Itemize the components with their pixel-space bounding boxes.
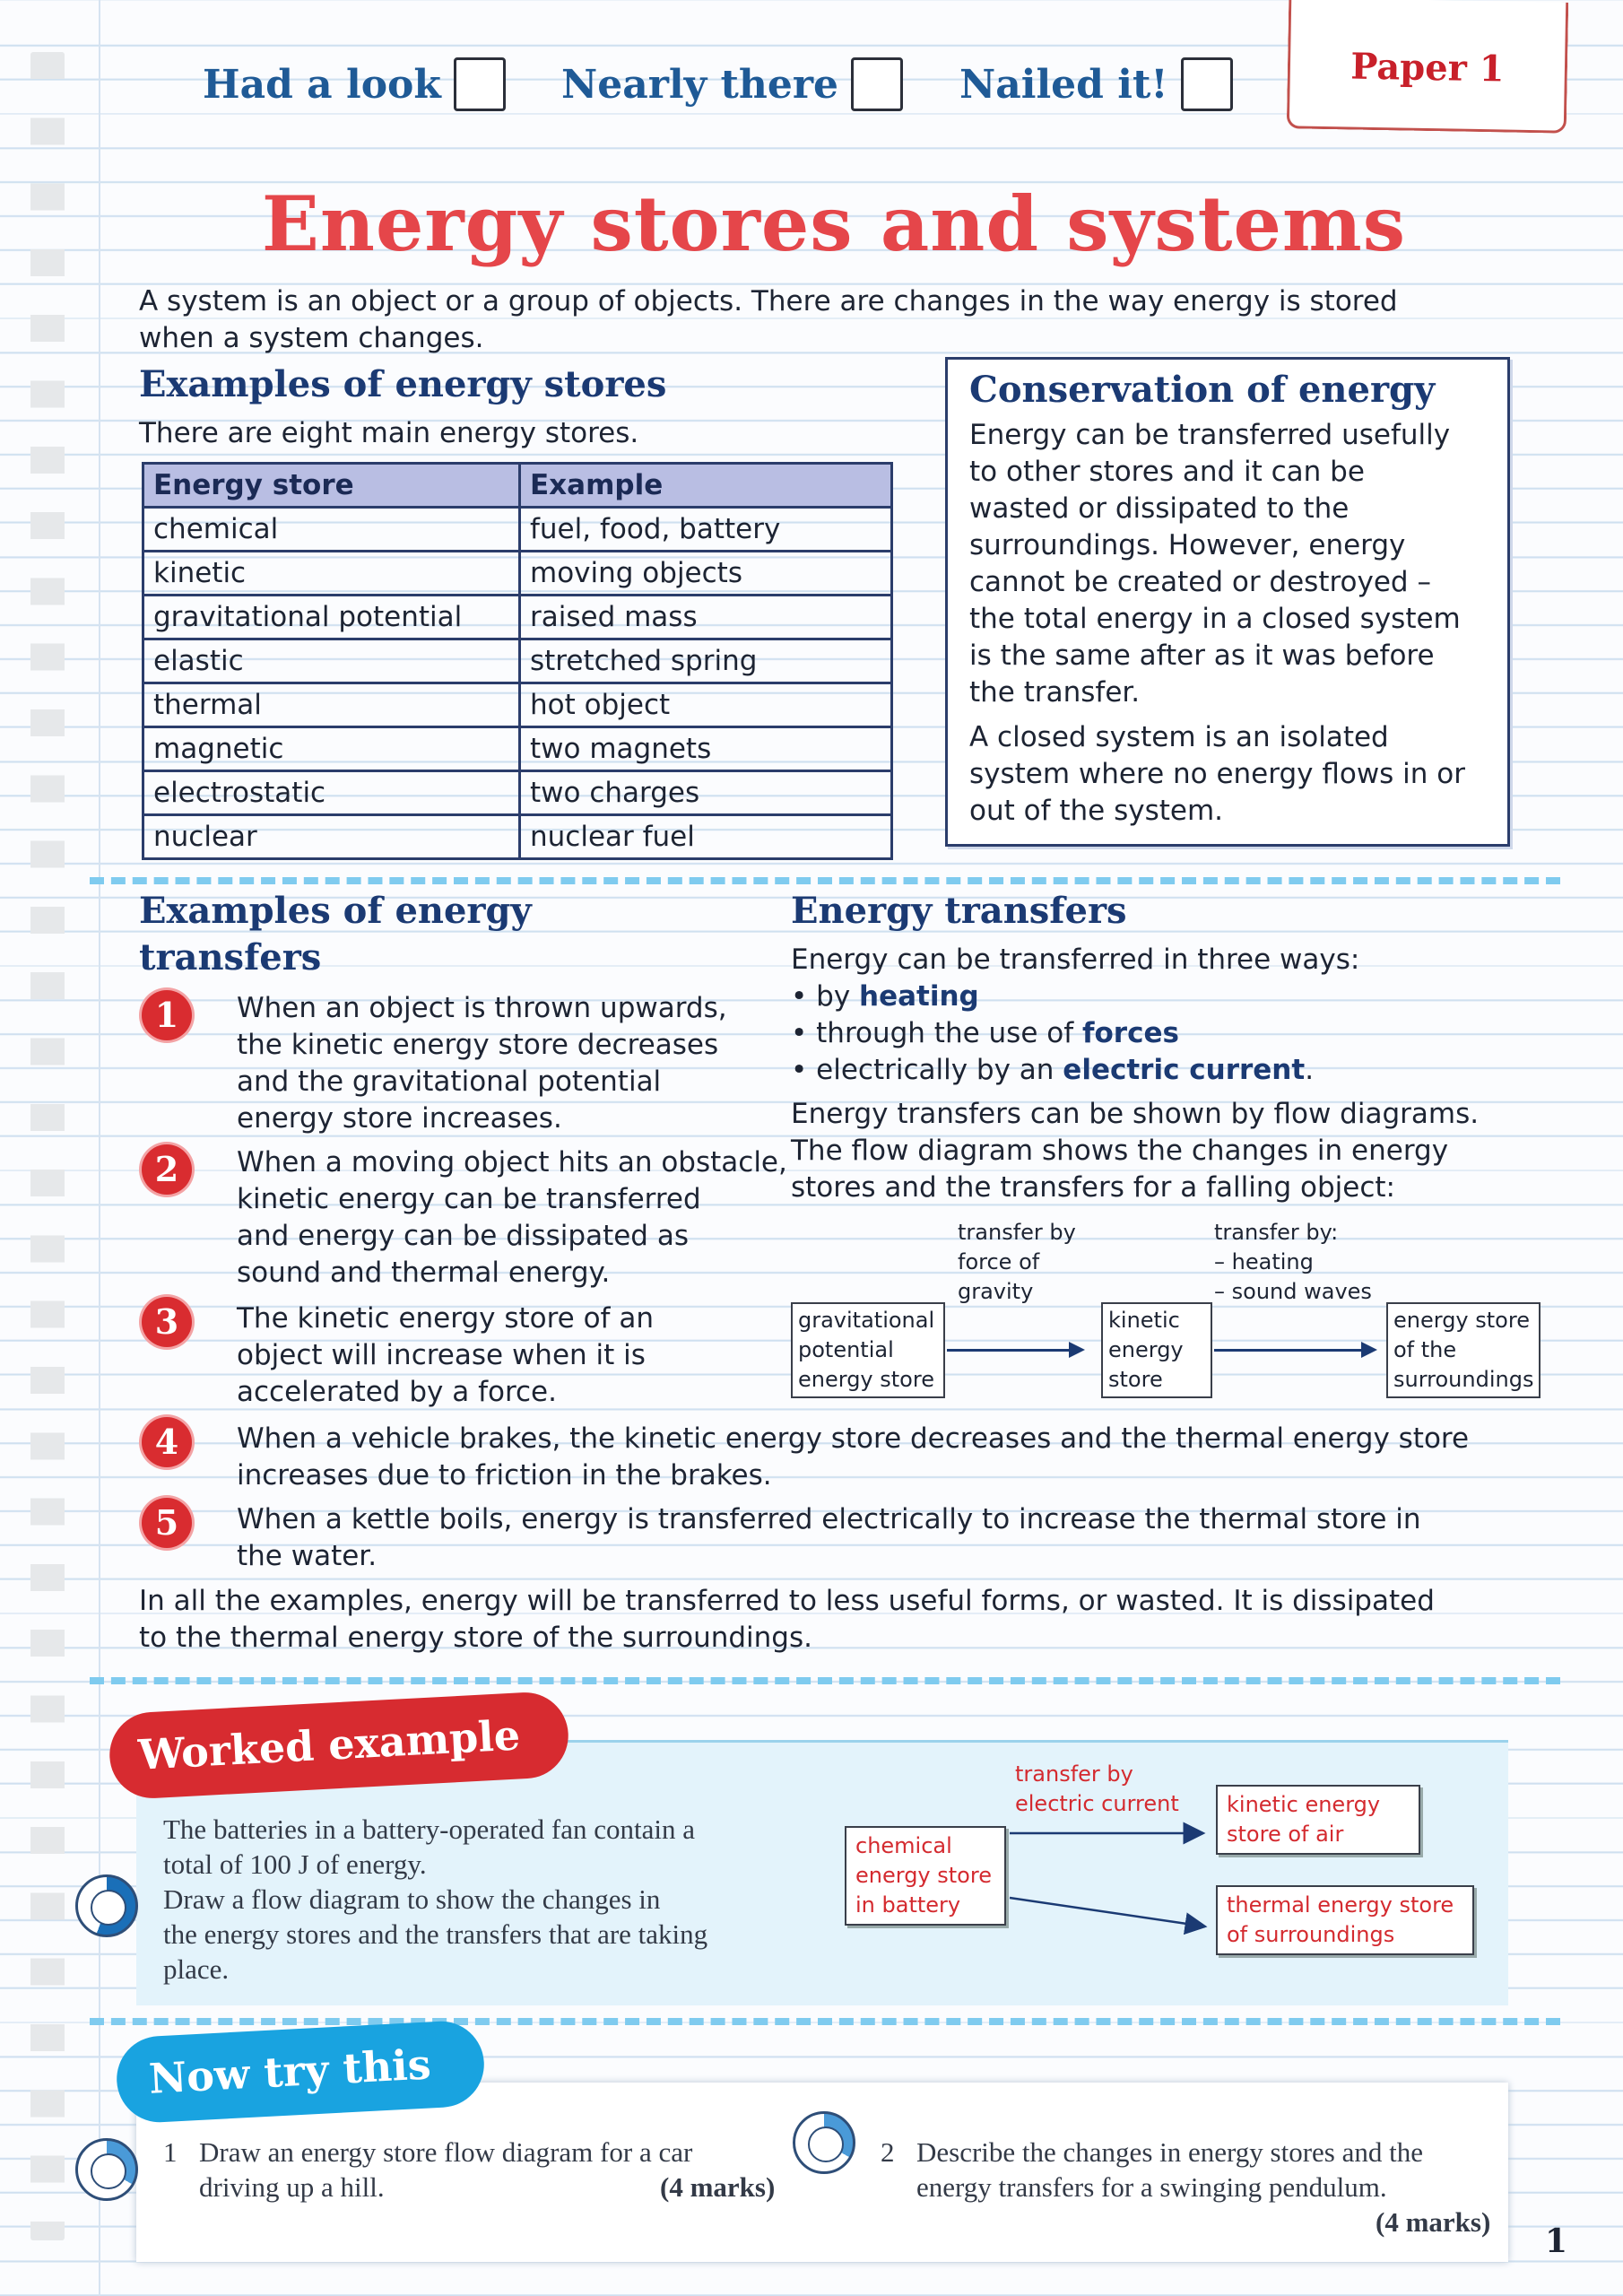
diagram-note-gravity <box>958 1218 1076 1307</box>
text-line: is the same after as it was before <box>969 639 1435 672</box>
store-cell: elastic <box>143 639 520 683</box>
store-cell: chemical <box>143 508 520 552</box>
table-row <box>143 815 892 859</box>
example-cell: hot object <box>520 683 892 727</box>
difficulty-ring-icon <box>793 2111 855 2174</box>
text-line: store <box>1108 1367 1163 1392</box>
flow-arrow <box>1214 1349 1374 1352</box>
text-line: and the gravitational potential <box>237 1065 662 1098</box>
paper-tab <box>1287 0 1569 134</box>
text-line: The flow diagram shows the changes in energy <box>791 1135 1449 1167</box>
example-cell: two magnets <box>520 727 892 771</box>
text-line: of the <box>1393 1337 1457 1362</box>
intro-text <box>139 283 1556 357</box>
question-2-number: 2 <box>881 2136 895 2168</box>
text-line: surroundings. However, energy <box>969 529 1406 561</box>
stores-heading: Examples of energy stores <box>139 363 667 405</box>
text-line: increases due to friction in the brakes. <box>237 1459 772 1492</box>
text-line: cannot be created or destroyed – <box>969 566 1431 598</box>
text-line: energy <box>1108 1337 1184 1362</box>
page-number: 1 <box>1544 2222 1567 2260</box>
binder-holes <box>30 52 65 2240</box>
column-header: Example <box>520 464 892 508</box>
text-line: transfer by <box>1015 1761 1133 1787</box>
bullet-text: through the use of <box>816 1017 1082 1049</box>
text-line: system where no energy flows in or <box>969 758 1466 790</box>
text-line: – sound waves <box>1214 1279 1372 1304</box>
bullet-bold: electric current <box>1063 1054 1306 1086</box>
number-badge-5: 5 <box>142 1498 192 1548</box>
energy-stores-table <box>142 462 893 860</box>
status-label: Nailed it! <box>959 61 1168 108</box>
worked-arrows <box>1008 1821 1223 1937</box>
flow-box-surroundings <box>1386 1302 1541 1398</box>
text-line: chemical <box>855 1833 952 1858</box>
text-line: the transfer. <box>969 676 1141 709</box>
conservation-heading: Conservation of energy <box>969 369 1436 411</box>
paper-label: Paper 1 <box>1350 45 1505 91</box>
text-line: place. <box>163 1953 230 1985</box>
example-cell: moving objects <box>520 552 892 596</box>
text-line: the total energy in a closed system <box>969 603 1461 635</box>
conservation-para1 <box>969 417 1486 711</box>
text-line: force of <box>958 1249 1040 1274</box>
text-line: out of the system. <box>969 795 1224 827</box>
number-badge-2: 2 <box>142 1144 192 1195</box>
text-line: energy store <box>798 1367 934 1392</box>
flow-box-kinetic <box>1101 1302 1212 1398</box>
text-line: electric current <box>1015 1791 1179 1816</box>
example-cell: two charges <box>520 771 892 815</box>
table-row <box>143 727 892 771</box>
flow-arrow <box>947 1349 1081 1352</box>
table-row <box>143 771 892 815</box>
example-cell: raised mass <box>520 596 892 639</box>
text-line: energy transfers for a swinging pendulum. <box>916 2171 1387 2203</box>
page-title: Energy stores and systems <box>261 179 1407 268</box>
transfer-example-1 <box>237 990 775 1137</box>
transfers-examples-heading <box>139 888 532 981</box>
text-line: When a kettle boils, energy is transferred electrically to increase the thermal store in <box>237 1503 1421 1535</box>
intro-line: A system is an object or a group of objects. There are changes in the way energy is stored <box>139 285 1398 317</box>
text-line: A closed system is an isolated <box>969 721 1389 753</box>
conservation-box <box>945 357 1510 847</box>
worked-box-chemical <box>845 1826 1006 1926</box>
bullet-electric-current: • electrically by an electric current. <box>791 1054 1315 1086</box>
heading-line: Examples of energy <box>139 890 532 932</box>
text-line: transfer by: <box>1214 1220 1339 1245</box>
difficulty-ring-icon <box>75 2138 138 2201</box>
text-line: energy store <box>855 1863 992 1888</box>
text-line: and energy can be dissipated as <box>237 1220 689 1252</box>
text-line: total of 100 J of energy. <box>163 1848 427 1880</box>
question-2-marks: (4 marks) <box>1376 2206 1491 2238</box>
difficulty-ring-icon <box>75 1874 138 1937</box>
status-had-a-look[interactable] <box>203 57 506 111</box>
text-line: sound and thermal energy. <box>237 1257 611 1289</box>
text-line: When a vehicle brakes, the kinetic energy store decreases and the thermal energy store <box>237 1422 1470 1455</box>
text-line: of surroundings <box>1227 1922 1395 1947</box>
text-line: In all the examples, energy will be transferred to less useful forms, or wasted. It is dissipated <box>139 1585 1435 1617</box>
text-line: Draw a flow diagram to show the changes in <box>163 1883 661 1915</box>
text-line: energy store increases. <box>237 1102 562 1135</box>
worked-diagram-note <box>1015 1760 1179 1819</box>
text-line: accelerated by a force. <box>237 1376 557 1408</box>
status-nailed-it[interactable] <box>959 57 1233 111</box>
text-line: kinetic energy can be transferred <box>237 1183 701 1215</box>
text-line: driving up a hill. <box>199 2171 385 2203</box>
store-cell: electrostatic <box>143 771 520 815</box>
checkbox[interactable] <box>454 57 506 111</box>
store-cell: gravitational potential <box>143 596 520 639</box>
bullet-text: by <box>816 980 860 1013</box>
store-cell: kinetic <box>143 552 520 596</box>
text-line: transfer by <box>958 1220 1076 1245</box>
number-badge-1: 1 <box>142 990 192 1040</box>
section-divider <box>90 877 1560 884</box>
text-line: thermal energy store <box>1227 1892 1454 1918</box>
table-header-row <box>143 464 892 508</box>
worked-example-banner: Worked example <box>108 1691 570 1801</box>
checkbox[interactable] <box>851 57 903 111</box>
table-row <box>143 552 892 596</box>
text-line: energy store <box>1393 1308 1530 1333</box>
bullet-suffix: . <box>1305 1054 1315 1086</box>
text-line: Describe the changes in energy stores and the <box>916 2136 1423 2168</box>
text-line: the kinetic energy store decreases <box>237 1029 719 1061</box>
intro-line: when a system changes. <box>139 322 484 354</box>
transfers-conclusion <box>139 1583 1556 1657</box>
text-line: gravity <box>958 1279 1034 1304</box>
text-line: kinetic energy <box>1227 1792 1381 1817</box>
text-line: to the thermal energy store of the surroundings. <box>139 1622 812 1654</box>
table-row <box>143 596 892 639</box>
text-line: When an object is thrown upwards, <box>237 992 727 1024</box>
store-cell: nuclear <box>143 815 520 859</box>
margin-line <box>99 0 100 2296</box>
text-line: in battery <box>855 1892 961 1918</box>
text-line: Energy transfers can be shown by flow diagrams. <box>791 1098 1480 1130</box>
bullet-text: electrically by an <box>816 1054 1063 1086</box>
bullet-bold: forces <box>1082 1017 1179 1049</box>
text-line: store of air <box>1227 1822 1344 1847</box>
text-line: object will increase when it is <box>237 1339 646 1371</box>
question-1-marks: (4 marks) <box>660 2171 776 2203</box>
worked-box-kinetic-air <box>1216 1785 1420 1855</box>
store-cell: magnetic <box>143 727 520 771</box>
text-line: Draw an energy store flow diagram for a car <box>199 2136 693 2168</box>
checkbox[interactable] <box>1181 57 1233 111</box>
transfer-example-5 <box>237 1501 1546 1575</box>
heading-line: transfers <box>139 936 322 978</box>
store-cell: thermal <box>143 683 520 727</box>
status-label: Nearly there <box>561 61 838 108</box>
transfer-example-4 <box>237 1421 1546 1494</box>
example-cell: fuel, food, battery <box>520 508 892 552</box>
number-badge-4: 4 <box>142 1417 192 1467</box>
status-nearly-there[interactable] <box>561 57 903 111</box>
bullet-forces: • through the use of forces <box>791 1017 1179 1049</box>
section-divider <box>90 1677 1560 1684</box>
text-line: the energy stores and the transfers that are taking <box>163 1918 708 1950</box>
now-try-banner: Now try this <box>115 2019 486 2124</box>
text-line: The kinetic energy store of an <box>237 1302 654 1335</box>
stores-subtitle: There are eight main energy stores. <box>139 417 639 449</box>
diagram-note-heating <box>1214 1218 1372 1307</box>
text-line: When a moving object hits an obstacle, <box>237 1146 787 1178</box>
conservation-para2 <box>969 719 1486 830</box>
text-line: to other stores and it can be <box>969 456 1365 488</box>
question-1-number: 1 <box>163 2136 178 2168</box>
status-label: Had a look <box>203 61 441 108</box>
column-header: Energy store <box>143 464 520 508</box>
worked-box-thermal-surroundings <box>1216 1885 1474 1955</box>
flow-box-gravitational <box>791 1302 945 1398</box>
bullet-bold: heating <box>859 980 979 1013</box>
energy-transfers-text <box>791 942 1562 1206</box>
worked-example-question <box>163 1812 791 1987</box>
transfer-example-2 <box>237 1144 793 1292</box>
number-badge-3: 3 <box>142 1297 192 1347</box>
table-row <box>143 683 892 727</box>
table-row <box>143 639 892 683</box>
example-cell: nuclear fuel <box>520 815 892 859</box>
example-cell: stretched spring <box>520 639 892 683</box>
bullet-heating: • by heating <box>791 980 979 1013</box>
text-line: Energy can be transferred in three ways: <box>791 944 1360 976</box>
text-line: The batteries in a battery-operated fan contain a <box>163 1813 696 1845</box>
text-line: kinetic <box>1108 1308 1180 1333</box>
table-row <box>143 508 892 552</box>
text-line: wasted or dissipated to the <box>969 492 1350 525</box>
energy-transfers-heading: Energy transfers <box>791 890 1127 932</box>
text-line: Energy can be transferred usefully <box>969 419 1451 451</box>
text-line: gravitational <box>798 1308 935 1333</box>
section-divider <box>90 2018 1560 2025</box>
text-line: the water. <box>237 1540 378 1572</box>
transfer-example-3 <box>237 1300 775 1411</box>
text-line: stores and the transfers for a falling object: <box>791 1171 1395 1204</box>
text-line: – heating <box>1214 1249 1314 1274</box>
text-line: surroundings <box>1393 1367 1534 1392</box>
text-line: potential <box>798 1337 894 1362</box>
question-2 <box>916 2135 1526 2205</box>
